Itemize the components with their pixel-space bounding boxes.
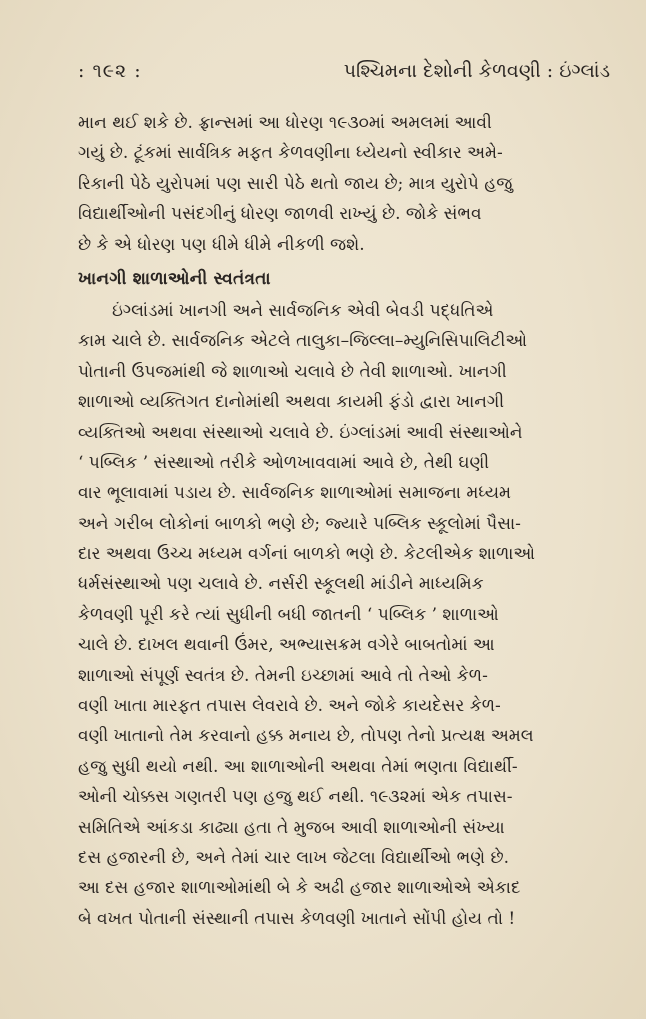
text-line: શાળાઓ સંપૂર્ણ સ્વતંત્ર છે. તેમની ઇચ્છામાં આવે તો તેઓ કેળ- <box>78 665 488 686</box>
text-line: ચાલે છે. દાખલ થવાની ઉંમર, અભ્યાસક્રમ વગેરે બાબતોમાં આ <box>78 635 495 656</box>
text-line: બે વખત પોતાની સંસ્થાની તપાસ કેળવણી ખાતાને સોંપી હોય તો ! <box>78 908 516 929</box>
text-line: છે કે એ ધોરણ પણ ધીમે ધીમે નીકળી જશે. <box>78 234 365 255</box>
text-line: ઓની ચોક્કસ ગણતરી પણ હજુ થઈ નથી. ૧૯૩૨માં એક તપાસ- <box>78 787 513 808</box>
running-title: પશ્ચિમના દેશોની કેળવણી : ઇંગ્લાંડ <box>343 60 610 82</box>
text-line: સમિતિએ આંકડા કાઢ્યા હતા તે મુજબ આવી શાળાઓની સંખ્યા <box>78 817 505 838</box>
paragraph-2 <box>78 296 623 934</box>
text-line: રિકાની પેઠે યુરોપમાં પણ સારી પેઠે થતો જાય છે; માત્ર યુરોપે હજુ <box>78 173 513 194</box>
text-line: કેળવણી પૂરી કરે ત્યાં સુધીની બધી જાતની ‘ પબ્લિક ’ શાળાઓ <box>78 604 499 625</box>
text-line: હજુ સુધી થયો નથી. આ શાળાઓની અથવા તેમાં ભણતા વિદ્યાર્થી- <box>78 756 518 777</box>
paragraph-1 <box>78 108 623 260</box>
text-line: વણી ખાતાનો તેમ કરવાનો હક્ક મનાય છે, તોપણ તેનો પ્રત્યક્ષ અમલ <box>78 726 534 747</box>
page-header <box>78 60 610 90</box>
text-line: અને ગરીબ લોકોનાં બાળકો ભણે છે; જ્યારે પબ્લિક સ્કૂલોમાં પૈસા- <box>78 513 521 534</box>
text-line: પોતાની ઉપજમાંથી જે શાળાઓ ચલાવે છે તેવી શાળાઓ. ખાનગી <box>78 361 507 382</box>
text-line: શાળાઓ વ્યક્તિગત દાનોમાંથી અથવા કાયમી ફંડો દ્વારા ખાનગી <box>78 392 505 413</box>
text-line: આ દસ હજાર શાળાઓમાંથી બે કે અઢી હજાર શાળાઓએ એકાદ <box>78 878 521 899</box>
text-line: દાર અથવા ઉચ્ચ મધ્યમ વર્ગનાં બાળકો ભણે છે. કેટલીએક શાળાઓ <box>78 544 536 565</box>
text-line: કામ ચાલે છે. સાર્વજનિક એટલે તાલુકા–જિલ્લા–મ્યુનિસિપાલિટીઓ <box>78 331 528 352</box>
page-number: : ૧૯૨ : <box>78 60 142 82</box>
text-line: માન થઈ શકે છે. ફ્રાન્સમાં આ ધોરણ ૧૯૩૦માં અમલમાં આવી <box>78 113 492 133</box>
text-line: દસ હજારની છે, અને તેમાં ચાર લાખ જેટલા વિદ્યાર્થીઓ ભણે છે. <box>78 847 509 868</box>
body-text <box>78 108 623 934</box>
text-line: ગયું છે. ટૂંકમાં સાર્વત્રિક મફત કેળવણીના ધ્યેયનો સ્વીકાર અમે- <box>78 143 503 164</box>
text-line: ધર્મસંસ્થાઓ પણ ચલાવે છે. નર્સરી સ્કૂલથી માંડીને માધ્યમિક <box>78 574 484 595</box>
text-line: ઇંગ્લાંડમાં ખાનગી અને સાર્વજનિક એવી બેવડી પદ્ધતિએ <box>112 300 494 321</box>
text-line: વિદ્યાર્થીઓની પસંદગીનું ધોરણ જાળવી રાખ્યું છે. જોકે સંભવ <box>78 204 482 225</box>
text-line: વણી ખાતા મારફત તપાસ લેવરાવે છે. અને જોકે કાયદેસર કેળ- <box>78 696 501 717</box>
text-line: વ્યક્તિઓ અથવા સંસ્થાઓ ચલાવે છે. ઇંગ્લાંડમાં આવી સંસ્થાઓને <box>78 422 523 443</box>
section-heading: ખાનગી શાળાઓની સ્વતંત્રતા <box>78 268 271 289</box>
text-line: વાર ભૂલાવામાં પડાય છે. સાર્વજનિક શાળાઓમાં સમાજના મધ્યમ <box>78 483 512 504</box>
text-line: ‘ પબ્લિક ’ સંસ્થાઓ તરીકે ઓળખાવવામાં આવે છે, તેથી ઘણી <box>78 452 490 473</box>
